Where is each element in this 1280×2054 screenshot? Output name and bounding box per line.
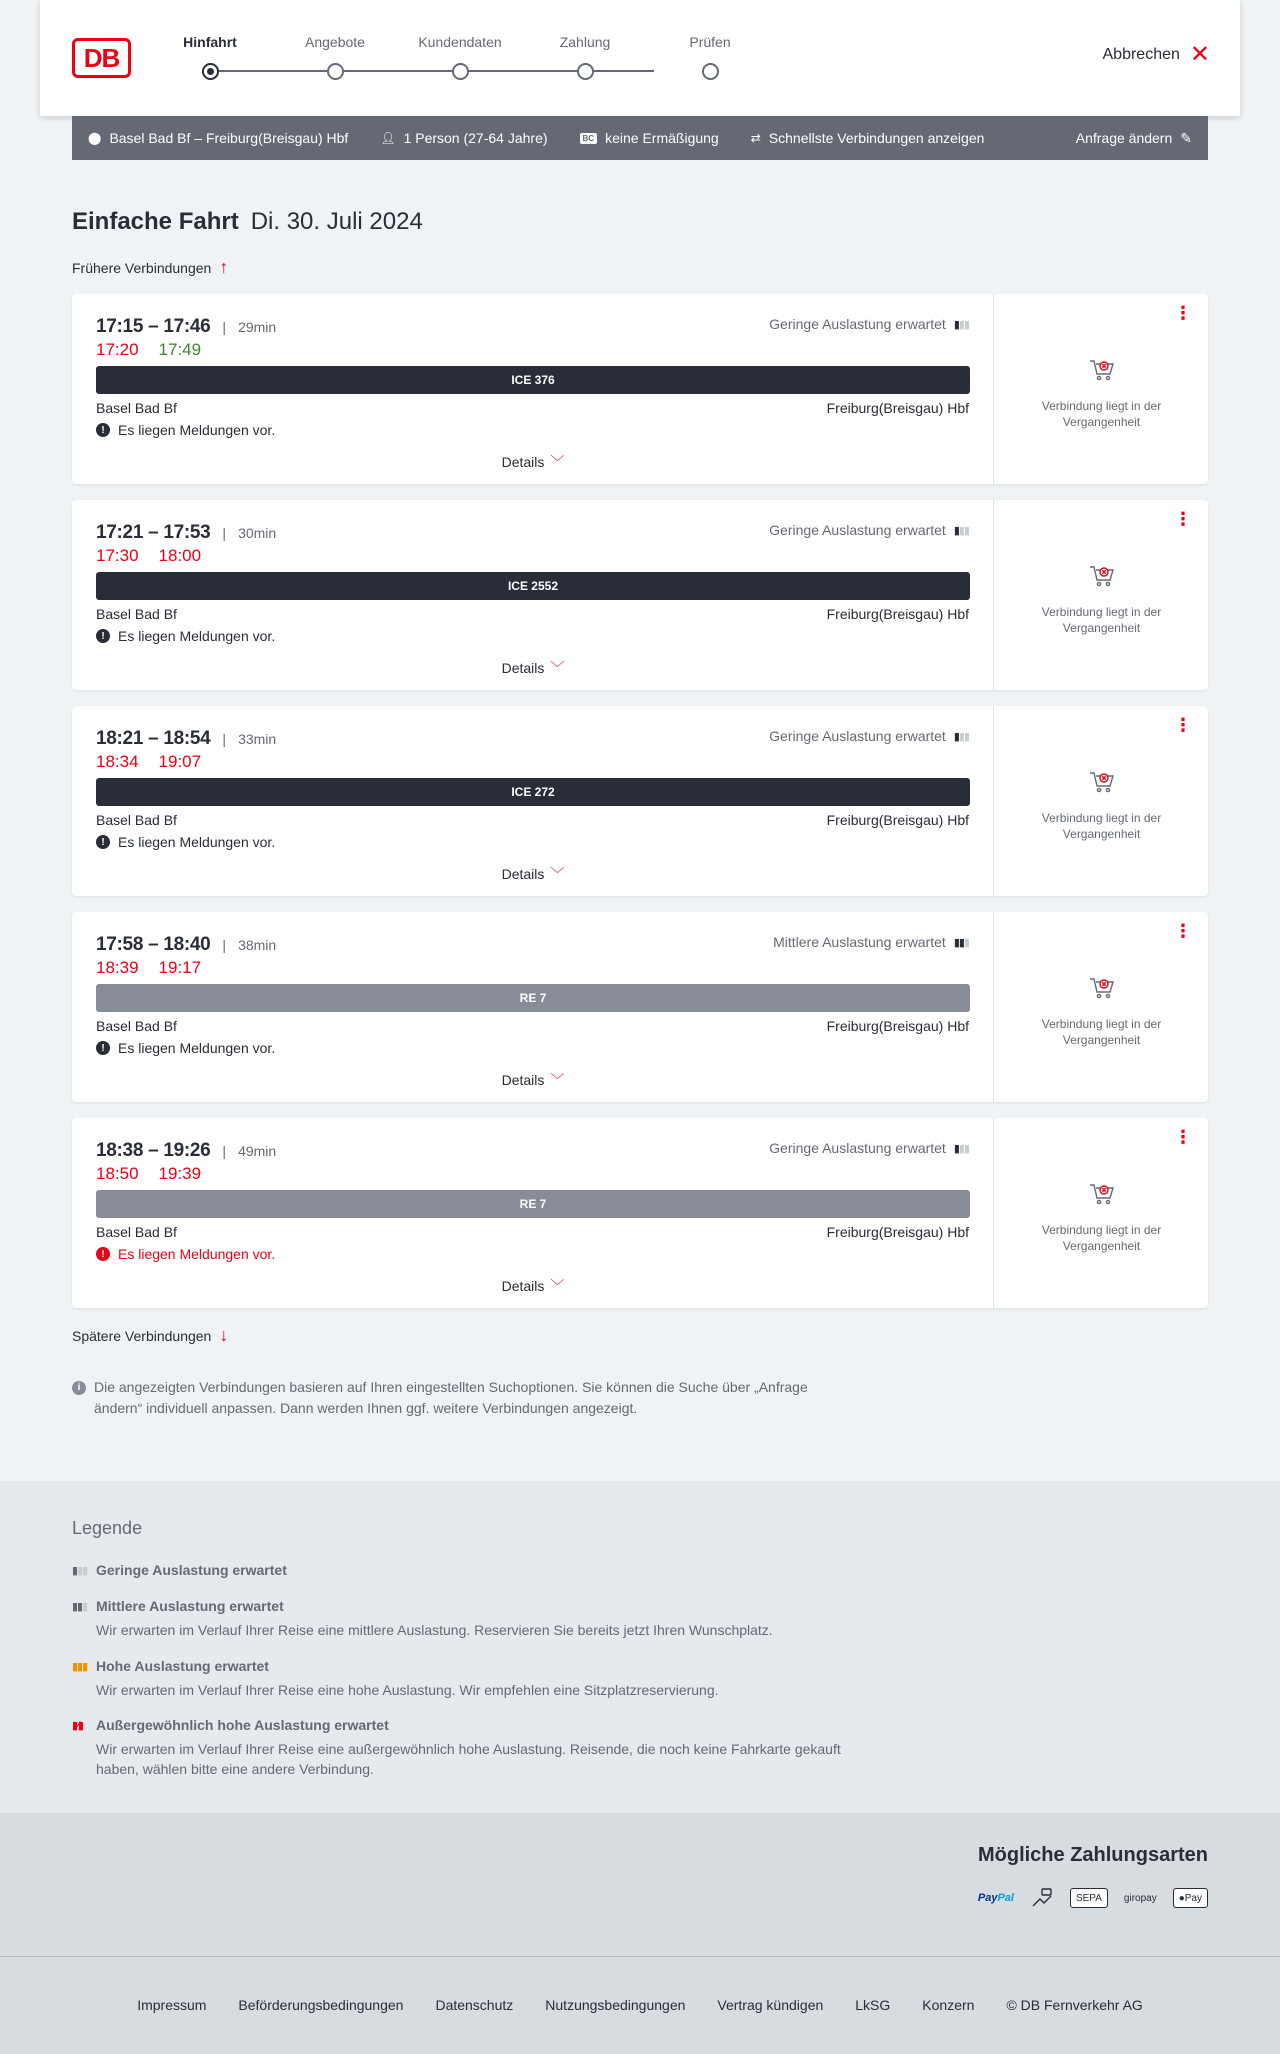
notice-text: Es liegen Meldungen vor. <box>118 1246 276 1262</box>
notice <box>96 1246 275 1262</box>
legend-item-title: Mittlere Auslastung erwartet <box>96 1598 284 1614</box>
notice <box>96 834 275 850</box>
more-options-icon[interactable]: ⋮ <box>1174 715 1192 735</box>
notice-text: Es liegen Meldungen vor. <box>118 422 276 438</box>
details-toggle[interactable] <box>72 864 994 884</box>
edit-request-label: Anfrage ändern <box>1075 130 1173 146</box>
planned-times <box>96 316 276 338</box>
realtime-departure: 17:30 <box>96 546 139 565</box>
connection-offer-panel <box>995 1118 1208 1308</box>
occupancy-info <box>769 728 969 744</box>
giropay-icon: giropay <box>1123 1892 1157 1904</box>
divider: | <box>222 525 227 541</box>
search-summary-bar <box>72 116 1208 160</box>
details-toggle[interactable] <box>72 452 994 472</box>
legend-item-high <box>72 1658 872 1700</box>
realtime-times <box>96 1164 201 1184</box>
travellers-text: 1 Person (27-64 Jahre) <box>403 130 548 146</box>
divider: | <box>222 731 227 747</box>
step-dot <box>702 63 719 80</box>
past-connection-text: Verbindung liegt in der Vergangenheit <box>1041 605 1162 635</box>
details-label: Details <box>501 454 545 470</box>
pencil-icon: ✎ <box>1180 129 1192 146</box>
occupancy-text: Geringe Auslastung erwartet <box>769 522 946 538</box>
planned-time-range: 18:38 – 19:26 <box>96 1140 211 1161</box>
step-label: Zahlung <box>559 34 611 50</box>
footer-link-vertrag-kuendigen[interactable]: Vertrag kündigen <box>717 1997 824 2013</box>
paypal-icon <box>978 1884 1014 1912</box>
swap-arrows-icon: ⇄ <box>750 131 761 145</box>
step-label: Angebote <box>305 34 365 50</box>
payment-title: Mögliche Zahlungsarten <box>977 1844 1208 1866</box>
search-info-note <box>72 1377 852 1419</box>
duration: 30min <box>238 525 277 541</box>
details-toggle[interactable] <box>72 1276 994 1296</box>
realtime-times <box>96 340 201 360</box>
credit-card-hand-icon <box>1030 1884 1054 1912</box>
train-bar[interactable]: RE 7 <box>96 984 970 1012</box>
arrival-station: Freiburg(Breisgau) Hbf <box>826 1018 969 1034</box>
legend-section <box>0 1481 1280 1813</box>
chevron-down-icon: ﹀ <box>550 1072 565 1088</box>
realtime-times <box>96 752 201 772</box>
departure-station: Basel Bad Bf <box>96 400 177 416</box>
step-label: Hinfahrt <box>183 34 237 50</box>
occupancy-medium-icon: ▮▮▮ <box>72 1600 88 1613</box>
info-icon: i <box>72 1381 86 1395</box>
planned-times <box>96 1140 276 1162</box>
more-options-icon[interactable]: ⋮ <box>1174 921 1192 941</box>
connection-card <box>72 706 1208 896</box>
later-connections-link[interactable] <box>72 1325 228 1346</box>
step-label: Kundendaten <box>418 34 502 50</box>
footer-link-datenschutz[interactable]: Datenschutz <box>435 1997 514 2013</box>
footer-link-konzern[interactable]: Konzern <box>922 1997 975 2013</box>
payment-icons <box>978 1884 1208 1912</box>
legend-item-very-high <box>72 1717 872 1779</box>
arrival-station: Freiburg(Breisgau) Hbf <box>826 1224 969 1240</box>
earlier-connections-link[interactable] <box>72 257 228 278</box>
cart-unavailable-icon <box>995 358 1208 382</box>
planned-times <box>96 934 276 956</box>
connection-main[interactable] <box>72 912 994 1102</box>
edit-request-button[interactable] <box>1076 130 1192 147</box>
cart-unavailable-icon <box>995 564 1208 588</box>
applepay-icon <box>1173 1888 1208 1908</box>
details-toggle[interactable] <box>72 1070 994 1090</box>
discount-summary <box>580 130 719 146</box>
connection-main[interactable] <box>72 294 994 484</box>
occupancy-text: Geringe Auslastung erwartet <box>769 316 946 332</box>
past-connection-text: Verbindung liegt in der Vergangenheit <box>1041 1223 1162 1253</box>
paypal-text-a: Pay <box>977 1892 998 1904</box>
departure-station: Basel Bad Bf <box>96 812 177 828</box>
page-title <box>72 208 423 236</box>
past-connection-text: Verbindung liegt in der Vergangenheit <box>1041 1017 1162 1047</box>
step-pruefen <box>655 34 765 80</box>
alert-icon: ! <box>96 423 110 437</box>
realtime-departure: 17:20 <box>96 340 139 359</box>
duration: 38min <box>238 937 277 953</box>
connection-offer-panel <box>995 294 1208 484</box>
travellers-summary <box>380 130 547 146</box>
arrow-up-icon: ↑ <box>219 257 229 277</box>
trip-date: Di. 30. Juli 2024 <box>250 208 423 235</box>
occupancy-info <box>773 934 969 950</box>
occupancy-low-icon: ▮▮▮ <box>72 1564 88 1577</box>
divider: | <box>222 937 227 953</box>
notice-text: Es liegen Meldungen vor. <box>118 628 276 644</box>
legend-item-low <box>72 1562 872 1578</box>
planned-times <box>96 728 276 750</box>
details-label: Details <box>501 1072 545 1088</box>
legend-item-desc: Wir erwarten im Verlauf Ihrer Reise eine mittlere Auslastung. Reservieren Sie bereits jetzt Ihren Wunschplatz. <box>96 1622 773 1638</box>
arrow-down-icon: ↓ <box>219 1325 229 1345</box>
notice-text: Es liegen Meldungen vor. <box>118 834 276 850</box>
legend-title: Legende <box>72 1518 143 1538</box>
legend-item-medium <box>72 1598 872 1640</box>
apple-logo-icon: ● <box>1178 1892 1185 1904</box>
alert-icon: ! <box>96 835 110 849</box>
notice-text: Es liegen Meldungen vor. <box>118 1040 276 1056</box>
departure-station: Basel Bad Bf <box>96 1018 177 1034</box>
step-hinfahrt[interactable] <box>155 34 265 80</box>
cancel-label: Abbrechen <box>1102 46 1180 63</box>
planned-time-range: 17:15 – 17:46 <box>96 316 211 337</box>
progress-stepper <box>182 34 731 84</box>
logo-text: DB <box>83 42 120 73</box>
planned-times <box>96 522 276 544</box>
cancel-button[interactable] <box>1102 41 1211 68</box>
divider: | <box>222 1143 227 1159</box>
paypal-text-b: Pal <box>997 1892 1014 1904</box>
past-connection-text: Verbindung liegt in der Vergangenheit <box>1041 399 1162 429</box>
footer-link-nutzungsbedingungen[interactable]: Nutzungsbedingungen <box>545 1997 686 2013</box>
divider: | <box>222 319 227 335</box>
header <box>40 0 1240 116</box>
step-dot <box>327 63 344 80</box>
occupancy-icon: ▮▮▮ <box>953 730 969 743</box>
arrival-station: Freiburg(Breisgau) Hbf <box>826 812 969 828</box>
occupancy-info <box>769 522 969 538</box>
route-text: Basel Bad Bf – Freiburg(Breisgau) Hbf <box>109 130 349 146</box>
more-options-icon[interactable]: ⋮ <box>1174 303 1192 323</box>
occupancy-text: Geringe Auslastung erwartet <box>769 728 946 744</box>
person-icon: 👤︎ <box>380 131 396 145</box>
train-bar[interactable]: RE 7 <box>96 1190 970 1218</box>
legend-item-title: Außergewöhnlich hohe Auslastung erwartet <box>96 1717 389 1733</box>
location-pin-icon: ⬤ <box>88 131 102 145</box>
details-label: Details <box>501 866 545 882</box>
planned-time-range: 17:58 – 18:40 <box>96 934 211 955</box>
train-bar[interactable]: ICE 2552 <box>96 572 970 600</box>
train-bar[interactable]: ICE 376 <box>96 366 970 394</box>
notice <box>96 422 275 438</box>
connection-main[interactable] <box>72 500 994 690</box>
occupancy-icon: ▮▮▮ <box>953 1142 969 1155</box>
step-dot <box>577 63 594 80</box>
more-options-icon[interactable]: ⋮ <box>1174 509 1192 529</box>
connection-offer-panel <box>995 500 1208 690</box>
more-options-icon[interactable]: ⋮ <box>1174 1127 1192 1147</box>
sepa-icon: SEPA <box>1070 1888 1108 1908</box>
duration: 29min <box>238 319 277 335</box>
notice <box>96 1040 275 1056</box>
fastest-text: Schnellste Verbindungen anzeigen <box>768 130 985 146</box>
connection-card <box>72 912 1208 1102</box>
duration: 33min <box>238 731 277 747</box>
occupancy-text: Geringe Auslastung erwartet <box>769 1140 946 1156</box>
chevron-down-icon: ﹀ <box>550 454 565 470</box>
realtime-arrival: 18:00 <box>158 546 202 565</box>
connection-card <box>72 294 1208 484</box>
chevron-down-icon: ﹀ <box>550 660 565 676</box>
cart-unavailable-icon <box>995 976 1208 1000</box>
route-summary <box>88 130 348 146</box>
footer-copyright: © DB Fernverkehr AG <box>1006 1997 1143 2013</box>
step-zahlung <box>530 34 640 80</box>
occupancy-icon: ▮▮▮ <box>953 524 969 537</box>
connection-card <box>72 500 1208 690</box>
trip-type: Einfache Fahrt <box>72 208 239 235</box>
legend-item-title: Hohe Auslastung erwartet <box>96 1658 269 1674</box>
discount-text: keine Ermäßigung <box>605 130 719 146</box>
occupancy-very-high-icon: ▮⁄▮ <box>72 1719 83 1732</box>
step-dot <box>452 63 469 80</box>
occupancy-icon: ▮▮▮ <box>953 318 969 331</box>
realtime-times <box>96 958 201 978</box>
occupancy-high-icon: ▮▮▮ <box>72 1660 88 1673</box>
notice <box>96 628 275 644</box>
planned-time-range: 18:21 – 18:54 <box>96 728 211 749</box>
payment-methods-section <box>0 1813 1280 1957</box>
legend-item-desc: Wir erwarten im Verlauf Ihrer Reise eine außergewöhnlich hohe Auslastung. Reisende, die noch keine Fahrkarte gekauft haben, wählen bitte eine andere Verbindung. <box>96 1741 841 1777</box>
realtime-departure: 18:34 <box>96 752 139 771</box>
bahncard-icon: BC <box>580 133 598 144</box>
alert-icon: ! <box>96 629 110 643</box>
occupancy-info <box>769 316 969 332</box>
info-text: Die angezeigten Verbindungen basieren auf Ihren eingestellten Suchoptionen. Sie können die Suche über „Anfrage ändern“ individuell anpassen. Dann werden Ihnen ggf. weitere Verbindungen angezeigt. <box>94 1379 808 1416</box>
planned-time-range: 17:21 – 17:53 <box>96 522 211 543</box>
chevron-down-icon: ﹀ <box>550 1278 565 1294</box>
cart-unavailable-icon <box>995 1182 1208 1206</box>
step-dot <box>202 63 219 80</box>
realtime-departure: 18:50 <box>96 1164 139 1183</box>
footer-link-befoerderungsbedingungen[interactable]: Beförderungsbedingungen <box>238 1997 404 2013</box>
earlier-label: Frühere Verbindungen <box>72 259 212 276</box>
fastest-summary <box>751 130 985 146</box>
realtime-arrival: 19:07 <box>158 752 202 771</box>
legend-item-title: Geringe Auslastung erwartet <box>96 1562 287 1578</box>
departure-station: Basel Bad Bf <box>96 1224 177 1240</box>
details-label: Details <box>501 1278 545 1294</box>
alert-icon: ! <box>96 1041 110 1055</box>
occupancy-icon: ▮▮▮ <box>953 936 969 949</box>
footer <box>0 1957 1280 2054</box>
connection-main[interactable] <box>72 706 994 896</box>
realtime-arrival: 19:17 <box>158 958 202 977</box>
step-kundendaten <box>405 34 515 80</box>
connection-card <box>72 1118 1208 1308</box>
alert-icon: ! <box>96 1247 110 1261</box>
cart-unavailable-icon <box>995 770 1208 794</box>
footer-link-impressum[interactable]: Impressum <box>137 1997 207 2013</box>
past-connection-text: Verbindung liegt in der Vergangenheit <box>1041 811 1162 841</box>
connection-offer-panel <box>995 912 1208 1102</box>
arrival-station: Freiburg(Breisgau) Hbf <box>826 400 969 416</box>
connection-main[interactable] <box>72 1118 994 1308</box>
occupancy-text: Mittlere Auslastung erwartet <box>773 934 946 950</box>
close-icon: ✕ <box>1189 41 1210 68</box>
later-label: Spätere Verbindungen <box>72 1327 212 1344</box>
departure-station: Basel Bad Bf <box>96 606 177 622</box>
realtime-times <box>96 546 201 566</box>
train-bar[interactable]: ICE 272 <box>96 778 970 806</box>
realtime-departure: 18:39 <box>96 958 139 977</box>
footer-link-lksg[interactable]: LkSG <box>855 1997 891 2013</box>
chevron-down-icon: ﹀ <box>550 866 565 882</box>
occupancy-info <box>769 1140 969 1156</box>
details-label: Details <box>501 660 545 676</box>
arrival-station: Freiburg(Breisgau) Hbf <box>826 606 969 622</box>
legend-item-desc: Wir erwarten im Verlauf Ihrer Reise eine hohe Auslastung. Wir empfehlen eine Sitzplatzreservierung. <box>96 1682 719 1698</box>
footer-links <box>0 1997 1280 2013</box>
step-label: Prüfen <box>689 34 731 50</box>
applepay-text: Pay <box>1184 1892 1202 1904</box>
duration: 49min <box>238 1143 277 1159</box>
details-toggle[interactable] <box>72 658 994 678</box>
connection-offer-panel <box>995 706 1208 896</box>
realtime-arrival: 19:39 <box>158 1164 202 1183</box>
step-angebote <box>280 34 390 80</box>
db-logo[interactable] <box>72 38 131 78</box>
realtime-arrival: 17:49 <box>158 340 202 359</box>
